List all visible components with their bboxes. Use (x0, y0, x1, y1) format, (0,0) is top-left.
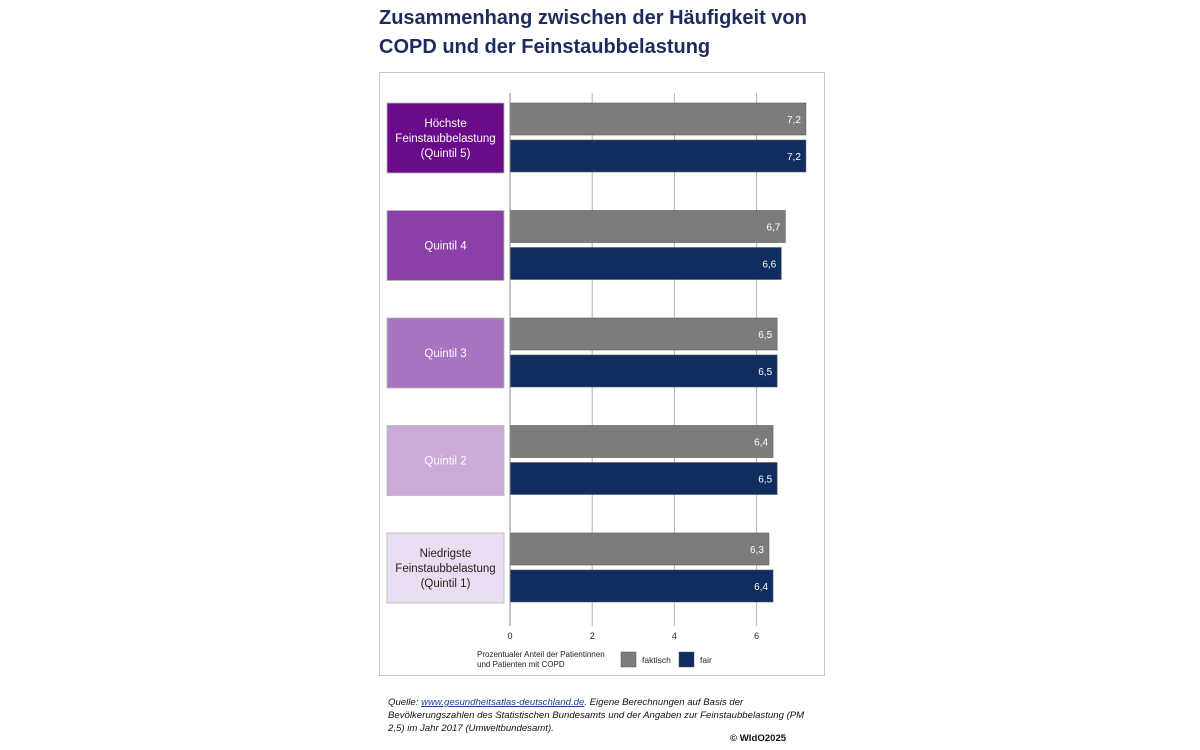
data-label: 6,7 (766, 222, 781, 234)
x-tick-label: 2 (589, 631, 595, 641)
category-label: Quintil 4 (424, 240, 467, 253)
data-label: 6,5 (758, 330, 773, 341)
category-label: Feinstaubbelastung (395, 563, 496, 575)
data-label: 6,6 (762, 259, 777, 271)
source-prefix: Quelle: (388, 697, 422, 708)
category-label: Quintil 3 (424, 348, 467, 360)
bar-faktisch (510, 426, 773, 458)
bar-faktisch (510, 318, 777, 350)
category-label: Feinstaubbelastung (395, 133, 496, 145)
bar-fair (510, 355, 777, 387)
data-label: 7,2 (787, 152, 801, 163)
data-label: 6,4 (754, 437, 769, 449)
bar-fair (510, 570, 773, 602)
source-link[interactable]: www.gesundheitsatlas-deutschland.de (421, 697, 585, 708)
source-text: . Eigene Berechnungen auf Basis der Bevölkerungszahlen des Statistischen Bundesamts und der Angaben zur Feinstaubbelastung (PM 2,5) im Jahr 2017 (Umweltbundesamt). (388, 697, 805, 734)
x-tick-label: 4 (671, 631, 677, 641)
bar-chart (380, 73, 826, 677)
category-label: (Quintil 1) (420, 578, 471, 590)
category-label: Höchste (424, 118, 467, 130)
legend-label: fair (700, 655, 712, 665)
bar-faktisch (510, 103, 806, 135)
data-label: 6,3 (750, 545, 764, 556)
bar-fair (510, 248, 781, 280)
bar-faktisch (510, 211, 785, 243)
category-label: Niedrigste (419, 548, 472, 560)
category-label: (Quintil 5) (420, 148, 471, 160)
category-label: Quintil 2 (424, 455, 467, 468)
legend-label: faktisch (642, 655, 671, 665)
data-label: 6,5 (758, 474, 773, 486)
data-label: 7,2 (787, 115, 801, 126)
source-note (388, 696, 818, 735)
data-label: 6,5 (758, 367, 773, 378)
chart-title-line-1: Zusammenhang zwischen der Häufigkeit von (379, 7, 807, 29)
x-tick-label: 0 (507, 631, 513, 641)
bar-fair (510, 463, 777, 495)
bar-fair (510, 140, 806, 172)
legend-swatch (621, 652, 636, 667)
legend-title: und Patienten mit COPD (477, 660, 565, 669)
data-label: 6,4 (754, 582, 769, 593)
chart-frame (379, 72, 825, 676)
chart-title-line-2: COPD und der Feinstaubbelastung (379, 36, 711, 58)
legend-title: Prozentualer Anteil der Patientinnen (477, 650, 605, 659)
copyright-notice: © WIdO2025 (730, 733, 787, 744)
bar-faktisch (510, 533, 769, 565)
x-tick-label: 6 (754, 631, 760, 641)
legend-swatch (679, 652, 694, 667)
chart-title (379, 4, 879, 62)
